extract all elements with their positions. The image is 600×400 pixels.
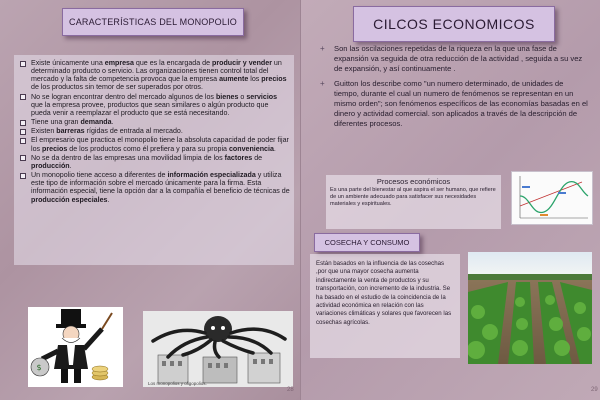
text-run: No se logran encontrar dentro del mercado algunos de los xyxy=(31,92,216,101)
right-page-title: CILCOS ECONOMICOS xyxy=(353,6,555,42)
bold-term: producir y vender xyxy=(212,59,272,67)
harvest-consumption-box xyxy=(310,254,460,358)
characteristic-item xyxy=(19,136,290,152)
text-run: que la empresa provee, productos que sean similares o algún producto que pueda venir a reemplazar el producto que se está necesitando. xyxy=(31,100,269,117)
text-run: Un monopolio tiene acceso a diferentes de xyxy=(31,171,168,180)
harvest-consumption-title: COSECHA Y CONSUMO xyxy=(314,233,420,252)
bold-term: precios xyxy=(42,144,68,153)
text-run: . xyxy=(111,118,114,127)
bold-term: aumente xyxy=(219,75,249,84)
text-run: Existen xyxy=(31,127,57,136)
text-run: y utiliza este tipo de información sobre el mercado únicamente para la firma. Esta información especial, tiene la opción dar a la compañía el beneficio de técnicas de xyxy=(31,171,290,196)
text-run: que es la encargada de xyxy=(133,59,213,67)
svg-text:$: $ xyxy=(36,363,42,372)
left-page-title: CARACTERÍSTICAS DEL MONOPOLIO xyxy=(62,8,244,36)
bold-term: precios xyxy=(261,75,287,84)
right-page-number: 29 xyxy=(591,387,598,393)
economic-processes-text: Es una parte del bienestar al que aspira el ser humano, que refiere de un ambiente adecuado para satisfacer sus necesidades materiales y espirituales. xyxy=(330,187,496,208)
bold-term: producción especiales xyxy=(31,195,108,204)
characteristic-item xyxy=(19,154,290,170)
characteristics-list xyxy=(19,59,290,204)
text-run: . xyxy=(69,161,72,170)
monopoly-octopus-illustration xyxy=(143,311,293,387)
bold-term: empresa xyxy=(104,59,134,67)
bold-term: demanda xyxy=(80,118,112,127)
economic-processes-title: Procesos económicos xyxy=(376,177,451,186)
text-run: . xyxy=(273,144,276,153)
text-run: Tiene una gran xyxy=(31,118,81,127)
text-run: de xyxy=(252,153,263,162)
text-run: de los productos como él prefiera y para su propia xyxy=(67,144,229,153)
characteristic-item xyxy=(19,171,290,204)
cycle-description-item: + Guitton los describe como "un numero determinado, de unidades de tiempo, durante el cual un numero de fenómenos se representan en un mismo orden"; son fenómenos específicos de las economías basadas en el dinero y actividad comercial. son aplicados a través de la descripción de diferentes procesos. xyxy=(318,79,590,130)
monopoly-illustrations xyxy=(28,307,288,387)
economic-cycle-chart-image xyxy=(511,171,593,225)
crop-field-photo xyxy=(468,252,592,364)
economic-processes-box xyxy=(326,175,501,229)
text-run: los xyxy=(248,75,262,84)
bold-term: barreras xyxy=(56,127,85,136)
left-page-number: 28 xyxy=(287,387,294,393)
text-run: Existe únicamente una xyxy=(31,59,105,67)
monopoly-characteristics-box xyxy=(14,55,294,265)
bold-term: servicios xyxy=(246,92,278,101)
bold-term: producción xyxy=(31,161,70,170)
characteristic-item xyxy=(19,127,290,135)
bold-term: bienes xyxy=(215,92,239,101)
bold-term: información especializada xyxy=(167,171,256,180)
bold-term: factores xyxy=(224,153,253,162)
harvest-consumption-text: Están basados en la influencia de las cosechas ,por que una mayor cosecha aumenta indirectamente la venta de productos y su transportación, con incremento de la industria. Se ha basado en el estudio de la coincidencia de la actividad económica en relación con las variaciones climáticas y solares que favorecen las cosechas agrícolas. xyxy=(316,260,452,326)
characteristic-item xyxy=(19,118,290,126)
text-run: . xyxy=(107,195,110,204)
text-run: de los productos sin temor de ser superados por otros. xyxy=(31,83,203,92)
text-run: rígidas de entrada al mercado. xyxy=(84,127,183,136)
text-run: El empresario que practica el monopolio tiene la absoluta capacidad de poder fijar los xyxy=(31,136,289,153)
bold-term: conveniencia xyxy=(228,144,274,153)
text-run: o xyxy=(238,92,247,101)
text-run: un determinado producto o servicio. Las organizaciones tienen control total del mercado y la falta de competencia provoca que la empresa xyxy=(31,59,282,84)
illustration-caption: Los monopolios y oligopolios. xyxy=(148,381,207,386)
characteristic-item xyxy=(19,93,290,117)
cycle-description-item: + Son las oscilaciones repetidas de la riqueza en la que una fase de expansión va seguida de otra reducción de la actividad , seguida a su vez de expansión, y así continuamente . xyxy=(318,44,590,75)
text-run: No se da dentro de las empresas una movilidad limpia de los xyxy=(31,153,225,162)
economic-cycles-list xyxy=(318,44,590,134)
characteristic-item xyxy=(19,59,290,92)
rich-uncle-illustration xyxy=(28,307,123,387)
